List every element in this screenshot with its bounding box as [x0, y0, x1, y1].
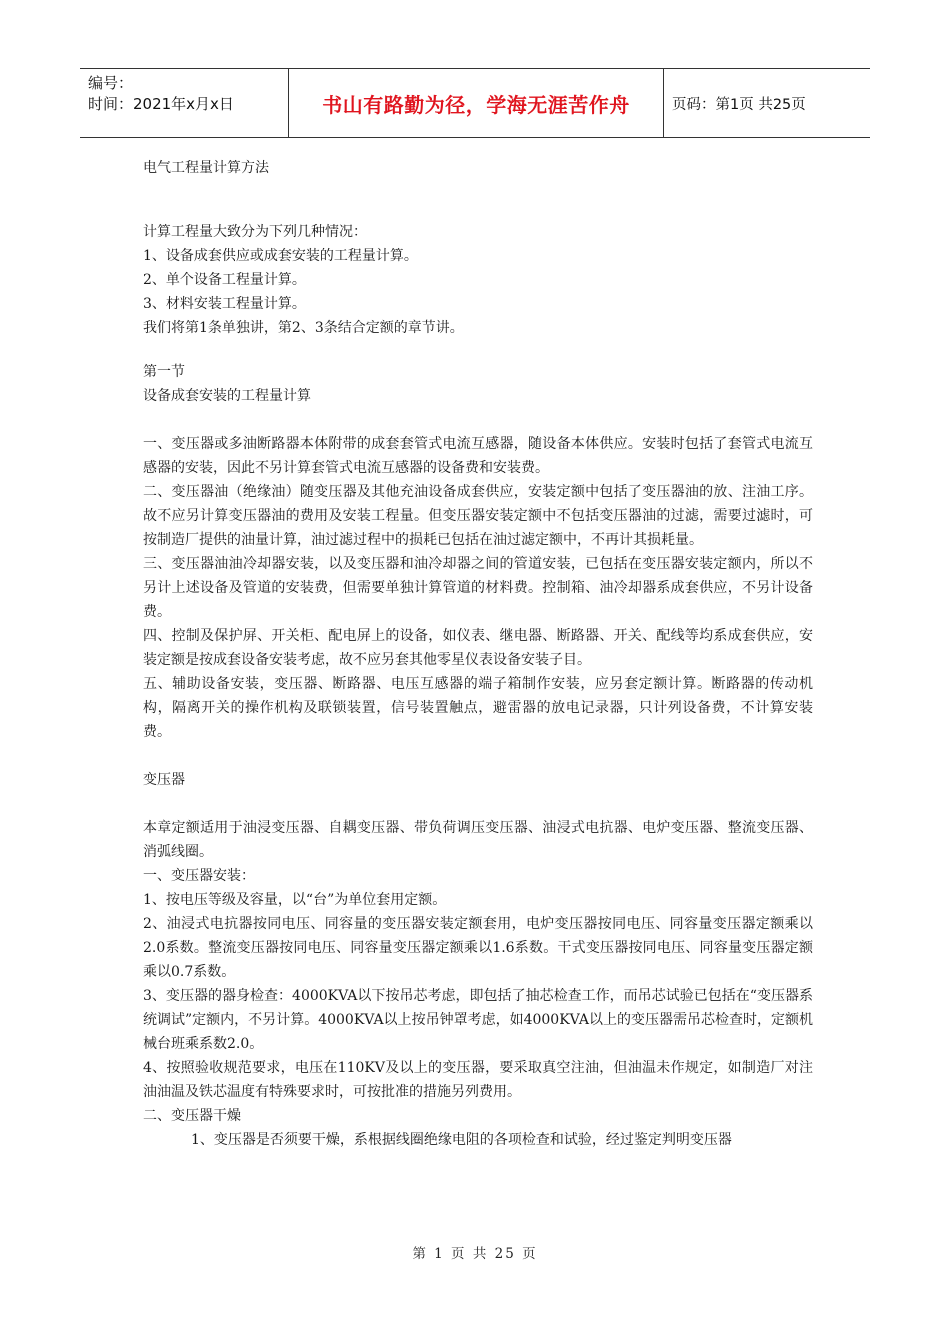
last-line: 1、变压器是否须要干燥，系根据线圈绝缘电阻的各项检查和试验，经过鉴定判明变压器	[191, 1132, 732, 1148]
header-page-info: 页码：第1页 共25页	[672, 96, 806, 113]
intro-line: 计算工程量大致分为下列几种情况：	[143, 224, 367, 240]
section1-title: 第一节	[143, 364, 185, 380]
header-motto-cell	[289, 69, 664, 137]
section1-paragraph: 四、控制及保护屏、开关柜、配电屏上的设备，如仪表、继电器、断路器、开关、配线等均系成套供应，安装定额是按成套设备安装考虑，故不应另套其他零星仪表设备安装子目。	[143, 628, 813, 668]
section1-paragraph: 一、变压器或多油断路器本体附带的成套套管式电流互感器，随设备本体供应。安装时包括了套管式电流互感器的安装，因此不另计算套管式电流互感器的设备费和安装费。	[143, 436, 813, 476]
section2-paragraph: 3、变压器的器身检查：4000KVA以下按吊芯考虑，即包括了抽芯检查工作，而吊芯试验已包括在“变压器系统调试”定额内，不另计算。4000KVA以上按吊钟罩考虑，如4000KVA以上的变压器需吊芯检查时，定额机械台班乘系数2.0。	[143, 988, 813, 1052]
document-number-label: 编号：	[88, 74, 134, 92]
header-page-info-cell	[664, 69, 870, 137]
section2-paragraph: 2、油浸式电抗器按同电压、同容量的变压器安装定额套用，电炉变压器按同电压、同容量变压器定额乘以2.0系数。整流变压器按同电压、同容量变压器定额乘以1.6系数。干式变压器按同电压、同容量变压器定额乘以0.7系数。	[143, 916, 813, 980]
intro-line: 我们将第1条单独讲，第2、3条结合定额的章节讲。	[143, 320, 464, 336]
header-meta	[80, 69, 289, 137]
section1-subtitle: 设备成套安装的工程量计算	[143, 388, 311, 404]
section1-paragraph: 三、变压器油油冷却器安装，以及变压器和油冷却器之间的管道安装，已包括在变压器安装定额内，所以不另计上述设备及管道的安装费，但需要单独计算管道的材料费。控制箱、油冷却器系成套供应，不另计设备费。	[143, 556, 813, 620]
document-date: 时间：2021年x月x日	[88, 95, 234, 113]
document-body	[143, 156, 813, 1152]
section2-paragraph: 本章定额适用于油浸变压器、自耦变压器、带负荷调压变压器、油浸式电抗器、电炉变压器、整流变压器、消弧线圈。	[143, 820, 813, 860]
section1-paragraph: 五、辅助设备安装，变压器、断路器、电压互感器的端子箱制作安装，应另套定额计算。断路器的传动机构，隔离开关的操作机构及联锁装置，信号装置触点，避雷器的放电记录器，只计列设备费，不计算安装费。	[143, 676, 813, 740]
document-title: 电气工程量计算方法	[143, 160, 269, 176]
header-motto: 书山有路勤为径，学海无涯苦作舟	[322, 92, 630, 117]
section1-paragraph: 二、变压器油（绝缘油）随变压器及其他充油设备成套供应，安装定额中包括了变压器油的放、注油工序。故不应另计算变压器油的费用及安装工程量。但变压器安装定额中不包括变压器油的过滤，需要过滤时，可按制造厂提供的油量计算，油过滤过程中的损耗已包括在油过滤定额中，不再计其损耗量。	[143, 484, 813, 548]
page-footer: 第 1 页 共 25 页	[412, 1246, 538, 1262]
intro-line: 2、单个设备工程量计算。	[143, 272, 306, 288]
section2-title: 变压器	[143, 772, 185, 788]
section2-paragraph: 二、变压器干燥	[143, 1108, 241, 1124]
section2-paragraph: 4、按照验收规范要求，电压在110KV及以上的变压器，要采取真空注油，但油温未作规定，如制造厂对注油油温及铁芯温度有特殊要求时，可按批准的措施另列费用。	[143, 1060, 813, 1100]
intro-line: 1、设备成套供应或成套安装的工程量计算。	[143, 248, 418, 264]
section2-paragraph: 一、变压器安装：	[143, 868, 255, 884]
page-header	[80, 68, 870, 138]
intro-line: 3、材料安装工程量计算。	[143, 296, 306, 312]
section2-paragraph: 1、按电压等级及容量，以“台”为单位套用定额。	[143, 892, 447, 908]
